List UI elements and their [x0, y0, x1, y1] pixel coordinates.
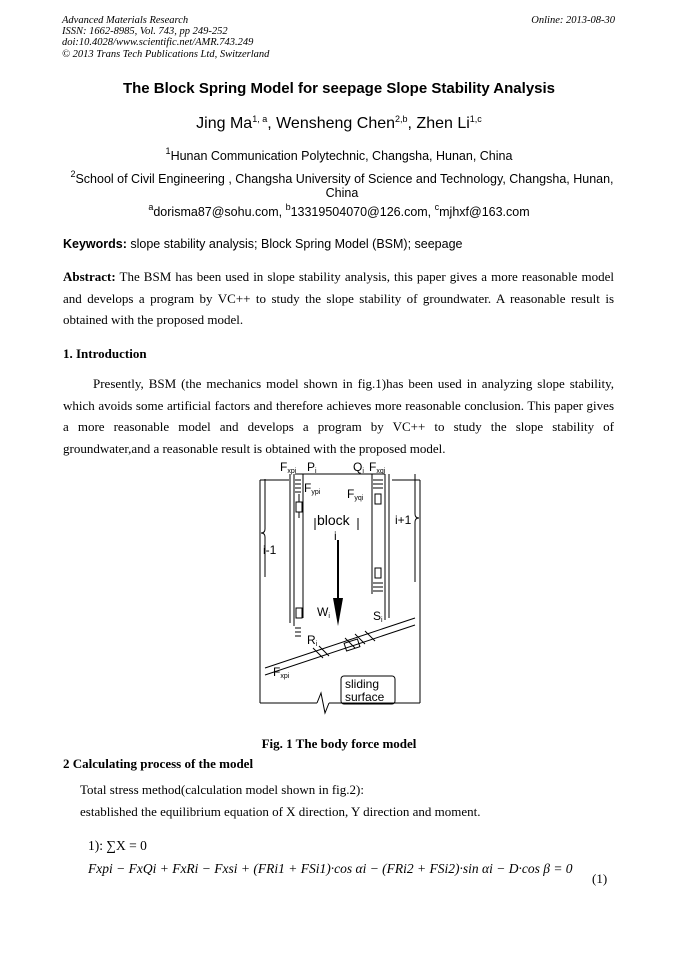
label-pi: Pi	[307, 460, 317, 475]
affiliation-1	[0, 146, 678, 163]
keywords-label: Keywords:	[63, 237, 127, 251]
affiliation-2	[66, 167, 618, 200]
label-block-i: i	[334, 529, 337, 543]
calc-line-1: Total stress method(calculation model shown in fig.2):	[80, 782, 364, 797]
equation-1: Fxpi − FxQi + FxRi − Fxsi + (FRi1 + FSi1)·cos αi − (FRi2 + FSi2)·sin αi − D·cos β = 0	[88, 861, 573, 876]
label-fxpi-bottom: Fxpi	[273, 665, 290, 680]
author-list: Jing Ma$^{1, a}$, Wensheng Chen$^{2,b}$, Zhen Li$^{1,c}$	[196, 114, 482, 132]
online-date: Online: 2013-08-30	[531, 15, 615, 26]
label-sliding: sliding	[345, 677, 380, 691]
label-fxqi: Fxqi	[369, 460, 386, 475]
journal-header	[62, 15, 269, 60]
email-line	[0, 202, 678, 219]
abstract-label: Abstract:	[63, 269, 116, 284]
issn-line: ISSN: 1662-8985, Vol. 743, pp 249-252	[62, 26, 228, 38]
label-i-plus-1: i+1	[395, 513, 412, 527]
equation-number: (1)	[592, 871, 608, 886]
aff-sup: 1	[165, 146, 171, 156]
introduction-paragraph: Presently, BSM (the mechanics model shown in fig.1)has been used in analyzing slope stability, which avoids some artificial factors and therefore achieves more reasonable conclusion. This paper gives a more reasonable model and develops a program by VC++ to study the slope stability of groundwater,and a reasonable result is obtained with the proposed model.	[63, 376, 614, 456]
section-heading-calculating: 2 Calculating process of the model	[63, 756, 254, 771]
label-wi: Wi	[317, 605, 330, 620]
aff-sup: 2	[70, 169, 76, 179]
label-si: Si	[373, 609, 383, 624]
author-sup: 1,c	[469, 114, 482, 124]
label-fyqi: Fyqi	[347, 487, 364, 502]
aff-text: School of Civil Engineering , Changsha University of Science and Technology, Changsha, Hunan, China	[75, 172, 614, 200]
calc-line-2: established the equilibrium equation of X direction, Y direction and moment.	[80, 804, 481, 819]
label-qi: Qi	[353, 460, 364, 475]
copyright-line: © 2013 Trans Tech Publications Ltd, Switzerland	[62, 48, 270, 60]
figure-caption: Fig. 1 The body force model	[261, 736, 417, 751]
equation-condition: 1): ∑X = 0	[88, 838, 147, 853]
label-ri: Ri	[307, 633, 318, 648]
email-sup: b	[285, 202, 291, 212]
author-name: Wensheng Chen	[276, 115, 396, 132]
body-force-model-figure	[255, 458, 425, 733]
keywords-text: slope stability analysis; Block Spring Model (BSM); seepage	[126, 237, 463, 251]
keywords	[63, 237, 462, 251]
aff-text: Hunan Communication Polytechnic, Changsha, Hunan, China	[170, 149, 513, 163]
label-surface: surface	[345, 690, 385, 704]
doi-line: doi:10.4028/www.scientific.net/AMR.743.249	[62, 37, 254, 49]
journal-name: Advanced Materials Research	[62, 15, 189, 26]
section-heading-introduction: 1. Introduction	[63, 346, 147, 361]
email-link[interactable]: dorisma87@sohu.com,	[153, 205, 286, 219]
label-fypi: Fypi	[304, 481, 321, 496]
email-link[interactable]: mjhxf@163.com	[439, 205, 530, 219]
author-sup: 2,b	[395, 114, 408, 124]
label-i-minus-1: i-1	[263, 543, 277, 557]
abstract	[63, 266, 614, 331]
paper-title: The Block Spring Model for seepage Slope Stability Analysis	[122, 80, 556, 97]
email-sup: a	[148, 202, 154, 212]
author-name: Jing Ma	[196, 115, 253, 132]
abstract-text: The BSM has been used in slope stability analysis, this paper gives a more reasonable model and develops a program by VC++ to study the slope stability of groundwater. A reasonable result is obtained with the proposed model.	[63, 269, 614, 327]
label-block: block	[317, 512, 350, 528]
email-sup: c	[434, 202, 440, 212]
author-name: Zhen Li	[416, 115, 470, 132]
label-fxpi: Fxpi	[280, 460, 297, 475]
author-sup: 1, a	[252, 114, 268, 124]
email-link[interactable]: 13319504070@126.com,	[290, 205, 435, 219]
